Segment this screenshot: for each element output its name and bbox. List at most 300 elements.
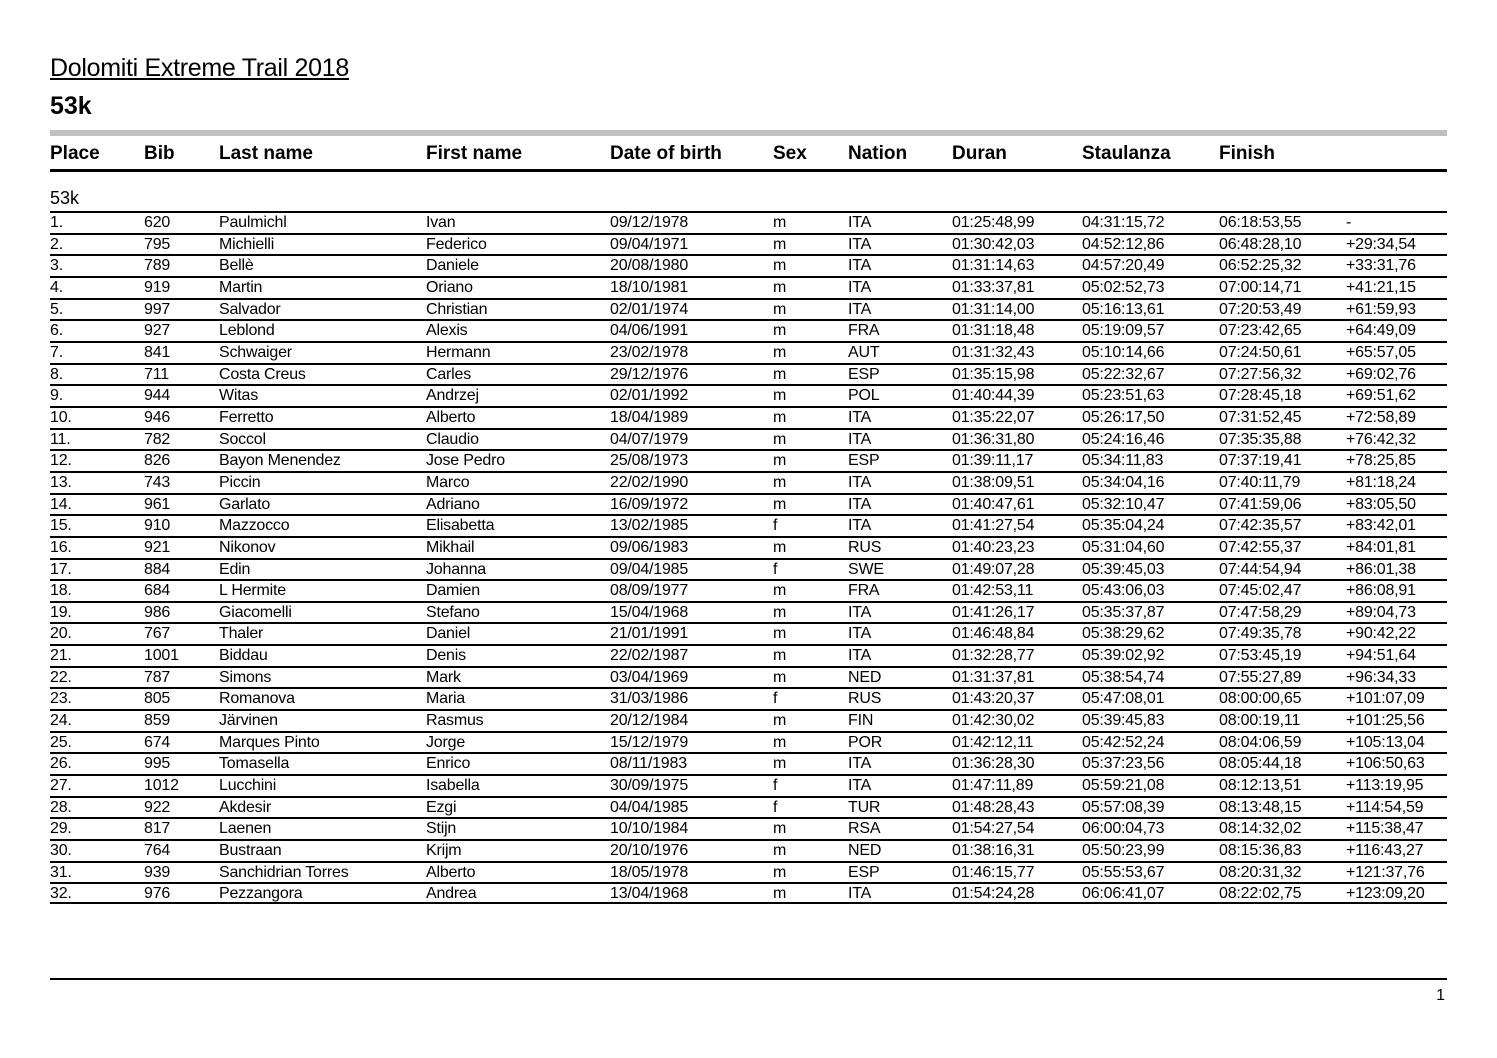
cell-last-name: Bellè [219,257,254,275]
table-row [50,558,1447,580]
cell-gap: +81:18,24 [1346,473,1416,491]
cell-place: 15. [50,517,72,535]
cell-bib: 764 [144,842,171,860]
cell-nation: ITA [848,214,872,231]
cell-last-name: Paulmichl [219,214,287,231]
cell-staulanza-split: 05:39:45,03 [1082,560,1165,578]
cell-finish-time: 07:35:35,88 [1219,430,1302,448]
cell-sex: m [773,820,787,838]
cell-last-name: Laenen [219,820,272,838]
cell-gap: +90:42,22 [1346,625,1416,643]
table-row [50,817,1447,839]
cell-staulanza-split: 05:02:52,73 [1082,278,1165,296]
table-row [50,514,1447,536]
cell-last-name: Edin [219,560,251,578]
cell-first-name: Jorge [426,733,466,751]
cell-gap: +113:19,95 [1346,777,1424,795]
cell-last-name: Giacomelli [219,603,292,621]
cell-bib: 927 [144,322,171,340]
table-row [50,471,1447,493]
cell-bib: 826 [144,452,171,470]
cell-gap: +106:50,63 [1346,755,1425,773]
table-row [50,687,1447,709]
cell-last-name: Marques Pinto [219,733,320,751]
cell-nation: POL [848,387,880,405]
cell-sex: m [773,733,787,751]
cell-gap: +105:13,04 [1346,733,1425,751]
cell-sex: m [773,214,787,231]
cell-gap: +83:42,01 [1346,517,1416,535]
cell-finish-time: 08:15:36,83 [1219,842,1302,860]
cell-place: 21. [50,647,72,665]
cell-place: 26. [50,755,72,773]
cell-duran-split: 01:42:30,02 [952,712,1035,730]
cell-bib: 986 [144,603,171,621]
cell-date-of-birth: 18/05/1978 [610,863,689,881]
cell-finish-time: 07:37:19,41 [1219,452,1302,470]
cell-staulanza-split: 05:37:23,56 [1082,755,1165,773]
cell-date-of-birth: 16/09/1972 [610,495,689,513]
table-row [50,319,1447,341]
cell-sex: f [773,560,778,578]
page-number: 1 [1436,987,1445,1004]
cell-finish-time: 06:52:25,32 [1219,257,1302,275]
cell-nation: ITA [848,408,872,426]
cell-nation: ITA [848,473,872,491]
cell-finish-time: 06:48:28,10 [1219,235,1302,253]
cell-date-of-birth: 20/10/1976 [610,842,689,860]
cell-sex: m [773,712,787,730]
cell-nation: ITA [848,603,872,621]
cell-finish-time: 07:41:59,06 [1219,495,1302,513]
cell-first-name: Damien [426,582,480,600]
cell-gap: +69:51,62 [1346,387,1416,405]
cell-first-name: Elisabetta [426,517,495,535]
cell-first-name: Krijm [426,842,462,860]
cell-finish-time: 08:12:13,51 [1219,777,1302,795]
cell-first-name: Mark [426,668,461,686]
cell-first-name: Daniel [426,625,471,643]
cell-gap: +78:25,85 [1346,452,1416,470]
cell-place: 28. [50,798,72,816]
cell-duran-split: 01:40:23,23 [952,538,1035,556]
cell-sex: f [773,517,778,535]
cell-sex: m [773,495,787,513]
cell-nation: POR [848,733,883,751]
cell-place: 13. [50,473,72,491]
cell-duran-split: 01:41:26,17 [952,603,1035,621]
cell-first-name: Christian [426,300,488,318]
cell-last-name: Lucchini [219,777,277,795]
cell-duran-split: 01:32:28,77 [952,647,1035,665]
cell-nation: FIN [848,712,874,730]
cell-first-name: Carles [426,365,472,383]
cell-first-name: Alberto [426,863,476,881]
cell-finish-time: 07:55:27,89 [1219,668,1302,686]
cell-staulanza-split: 05:39:45,83 [1082,712,1165,730]
cell-date-of-birth: 04/07/1979 [610,430,689,448]
cell-bib: 789 [144,257,171,275]
cell-duran-split: 01:46:15,77 [952,863,1035,881]
cell-gap: +89:04,73 [1346,603,1416,621]
cell-gap: +41:21,15 [1346,278,1416,296]
cell-nation: RUS [848,538,882,556]
cell-first-name: Rasmus [426,712,484,730]
table-row [50,428,1447,450]
cell-last-name: Bayon Menendez [219,452,341,470]
cell-duran-split: 01:42:53,11 [952,582,1034,600]
cell-place: 17. [50,560,72,578]
table-row [50,861,1447,883]
cell-last-name: Piccin [219,473,261,491]
cell-place: 2. [50,235,63,253]
cell-finish-time: 08:14:32,02 [1219,820,1302,838]
cell-duran-split: 01:38:09,51 [952,473,1035,491]
cell-bib: 921 [144,538,171,556]
cell-first-name: Andrzej [426,387,479,405]
cell-bib: 743 [144,473,171,491]
table-row [50,839,1447,861]
cell-date-of-birth: 22/02/1990 [610,473,689,491]
cell-gap: +83:05,50 [1346,495,1416,513]
cell-place: 1. [50,214,63,231]
cell-bib: 922 [144,798,171,816]
cell-first-name: Ivan [426,214,456,231]
column-header-sex: Sex [773,143,807,164]
cell-bib: 859 [144,712,171,730]
cell-staulanza-split: 05:35:04,24 [1082,517,1165,535]
cell-gap: +101:07,09 [1346,690,1425,708]
cell-finish-time: 07:45:02,47 [1219,582,1302,600]
cell-place: 6. [50,322,63,340]
cell-first-name: Maria [426,690,466,708]
cell-place: 20. [50,625,72,643]
cell-nation: ITA [848,257,872,275]
cell-place: 25. [50,733,72,751]
cell-finish-time: 07:44:54,94 [1219,560,1302,578]
cell-bib: 782 [144,430,171,448]
cell-sex: m [773,387,787,405]
cell-last-name: Schwaiger [219,343,292,361]
cell-date-of-birth: 04/06/1991 [610,322,689,340]
cell-first-name: Enrico [426,755,471,773]
table-row [50,536,1447,558]
cell-staulanza-split: 05:16:13,61 [1082,300,1165,318]
cell-staulanza-split: 06:00:04,73 [1082,820,1165,838]
cell-bib: 910 [144,517,171,535]
cell-staulanza-split: 05:47:08,01 [1082,690,1165,708]
cell-finish-time: 08:13:48,15 [1219,798,1302,816]
cell-nation: ITA [848,777,872,795]
cell-last-name: Ferretto [219,408,274,426]
cell-duran-split: 01:31:32,43 [952,343,1035,361]
cell-duran-split: 01:39:11,17 [952,452,1034,470]
cell-nation: AUT [848,343,880,361]
cell-sex: f [773,798,778,816]
cell-first-name: Isabella [426,777,480,795]
cell-place: 9. [50,387,63,405]
table-row [50,882,1447,904]
table-row [50,752,1447,774]
cell-sex: m [773,582,787,600]
cell-gap: +72:58,89 [1346,408,1416,426]
cell-date-of-birth: 21/01/1991 [610,625,689,643]
cell-place: 30. [50,842,72,860]
cell-last-name: Akdesir [219,798,271,816]
cell-last-name: Leblond [219,322,275,340]
cell-place: 12. [50,452,72,470]
cell-place: 14. [50,495,72,513]
cell-gap: - [1346,214,1352,231]
cell-nation: ITA [848,517,872,535]
cell-bib: 939 [144,863,171,881]
cell-last-name: Sanchidrian Torres [219,863,349,881]
cell-last-name: Nikonov [219,538,276,556]
cell-sex: m [773,538,787,556]
cell-first-name: Daniele [426,257,479,275]
cell-gap: +115:38,47 [1346,820,1424,838]
column-header-first-name: First name [426,143,523,164]
column-header-last-name: Last name [219,143,313,164]
cell-date-of-birth: 02/01/1992 [610,387,689,405]
cell-finish-time: 07:53:45,19 [1219,647,1302,665]
table-row [50,731,1447,753]
cell-nation: NED [848,842,882,860]
cell-gap: +101:25,56 [1346,712,1425,730]
cell-staulanza-split: 05:57:08,39 [1082,798,1165,816]
cell-nation: ITA [848,300,872,318]
column-header-finish: Finish [1219,143,1275,164]
cell-place: 32. [50,885,72,903]
column-header-date-of-birth: Date of birth [610,143,722,164]
cell-bib: 620 [144,214,171,231]
cell-duran-split: 01:49:07,28 [952,560,1035,578]
cell-sex: m [773,235,787,253]
cell-duran-split: 01:54:27,54 [952,820,1035,838]
table-row [50,276,1447,298]
cell-place: 23. [50,690,72,708]
cell-gap: +61:59,93 [1346,300,1416,318]
cell-first-name: Jose Pedro [426,452,505,470]
table-row [50,644,1447,666]
cell-nation: FRA [848,582,880,600]
cell-sex: m [773,885,787,903]
cell-sex: m [773,322,787,340]
table-row [50,406,1447,428]
cell-last-name: Michielli [219,235,275,253]
table-row [50,579,1447,601]
table-row [50,622,1447,644]
cell-place: 27. [50,777,72,795]
cell-first-name: Marco [426,473,470,491]
cell-gap: +86:08,91 [1346,582,1416,600]
cell-date-of-birth: 30/09/1975 [610,777,689,795]
cell-finish-time: 07:42:55,37 [1219,538,1302,556]
cell-duran-split: 01:35:22,07 [952,408,1035,426]
cell-staulanza-split: 05:59:21,08 [1082,777,1165,795]
cell-bib: 976 [144,885,171,903]
cell-duran-split: 01:38:16,31 [952,842,1035,860]
cell-last-name: Bustraan [219,842,282,860]
cell-place: 31. [50,863,72,881]
cell-nation: ITA [848,430,872,448]
cell-sex: m [773,452,787,470]
cell-bib: 919 [144,278,171,296]
column-header-place: Place [50,143,100,164]
table-row [50,774,1447,796]
cell-nation: SWE [848,560,884,578]
cell-nation: ITA [848,278,872,296]
table-row [50,449,1447,471]
cell-gap: +64:49,09 [1346,322,1416,340]
cell-staulanza-split: 04:57:20,49 [1082,257,1165,275]
cell-finish-time: 08:04:06,59 [1219,733,1302,751]
cell-date-of-birth: 18/04/1989 [610,408,689,426]
cell-first-name: Stefano [426,603,480,621]
cell-last-name: Witas [219,387,259,405]
cell-finish-time: 07:40:11,79 [1219,473,1301,491]
cell-staulanza-split: 05:43:06,03 [1082,582,1165,600]
cell-sex: m [773,473,787,491]
cell-duran-split: 01:41:27,54 [952,517,1035,535]
cell-bib: 684 [144,582,171,600]
header-separator-bar [50,130,1447,136]
table-row [50,384,1447,406]
cell-nation: ESP [848,863,880,881]
cell-sex: f [773,777,778,795]
cell-date-of-birth: 22/02/1987 [610,647,689,665]
cell-bib: 674 [144,733,171,751]
cell-bib: 805 [144,690,171,708]
cell-first-name: Denis [426,647,466,665]
cell-date-of-birth: 20/08/1980 [610,257,689,275]
cell-finish-time: 08:05:44,18 [1219,755,1302,773]
cell-nation: ITA [848,495,872,513]
cell-date-of-birth: 10/10/1984 [610,820,689,838]
cell-finish-time: 07:24:50,61 [1219,343,1302,361]
cell-nation: ITA [848,885,872,903]
cell-sex: m [773,278,787,296]
cell-sex: m [773,343,787,361]
cell-last-name: Tomasella [219,755,290,773]
cell-finish-time: 07:27:56,32 [1219,365,1302,383]
cell-sex: m [773,300,787,318]
cell-finish-time: 06:18:53,55 [1219,214,1302,231]
table-header [50,141,1447,172]
cell-first-name: Mikhail [426,538,475,556]
cell-staulanza-split: 05:19:09,57 [1082,322,1165,340]
cell-bib: 767 [144,625,171,643]
cell-finish-time: 08:22:02,75 [1219,885,1302,903]
cell-sex: m [773,842,787,860]
cell-gap: +84:01,81 [1346,538,1416,556]
cell-date-of-birth: 13/02/1985 [610,517,689,535]
cell-date-of-birth: 15/04/1968 [610,603,689,621]
cell-duran-split: 01:36:28,30 [952,755,1035,773]
cell-place: 18. [50,582,72,600]
cell-gap: +94:51,64 [1346,647,1416,665]
cell-last-name: L Hermite [219,582,286,600]
cell-date-of-birth: 29/12/1976 [610,365,689,383]
cell-nation: ITA [848,647,872,665]
cell-staulanza-split: 06:06:41,07 [1082,885,1165,903]
cell-staulanza-split: 05:31:04,60 [1082,538,1165,556]
cell-last-name: Romanova [219,690,295,708]
cell-nation: TUR [848,798,881,816]
cell-staulanza-split: 05:35:37,87 [1082,603,1165,621]
cell-gap: +86:01,38 [1346,560,1416,578]
cell-last-name: Salvador [219,300,281,318]
cell-bib: 997 [144,300,171,318]
cell-last-name: Costa Creus [219,365,306,383]
cell-staulanza-split: 05:55:53,67 [1082,863,1165,881]
cell-date-of-birth: 09/04/1985 [610,560,689,578]
cell-first-name: Federico [426,235,487,253]
table-row [50,493,1447,515]
cell-date-of-birth: 03/04/1969 [610,668,689,686]
cell-bib: 795 [144,235,171,253]
cell-nation: ITA [848,235,872,253]
cell-bib: 944 [144,387,171,405]
cell-duran-split: 01:31:14,63 [952,257,1035,275]
cell-first-name: Claudio [426,430,479,448]
cell-date-of-birth: 09/04/1971 [610,235,689,253]
cell-date-of-birth: 25/08/1973 [610,452,689,470]
cell-staulanza-split: 04:31:15,72 [1082,214,1165,231]
cell-date-of-birth: 20/12/1984 [610,712,689,730]
cell-sex: m [773,863,787,881]
cell-sex: m [773,430,787,448]
cell-bib: 841 [144,343,171,361]
cell-duran-split: 01:54:24,28 [952,885,1035,903]
cell-nation: RUS [848,690,882,708]
cell-nation: ITA [848,625,872,643]
cell-finish-time: 08:00:19,11 [1219,712,1301,730]
cell-last-name: Garlato [219,495,271,513]
group-label: 53k [50,188,80,208]
cell-duran-split: 01:33:37,81 [952,278,1035,296]
cell-date-of-birth: 15/12/1979 [610,733,689,751]
cell-last-name: Thaler [219,625,264,643]
cell-place: 19. [50,603,72,621]
race-distance-heading: 53k [50,92,92,120]
cell-last-name: Järvinen [219,712,278,730]
cell-first-name: Ezgi [426,798,457,816]
cell-first-name: Andrea [426,885,477,903]
cell-place: 5. [50,300,63,318]
cell-bib: 946 [144,408,171,426]
cell-date-of-birth: 02/01/1974 [610,300,689,318]
cell-first-name: Alexis [426,322,468,340]
cell-gap: +65:57,05 [1346,343,1416,361]
cell-staulanza-split: 05:22:32,67 [1082,365,1165,383]
cell-bib: 711 [144,365,169,383]
cell-place: 4. [50,278,63,296]
cell-staulanza-split: 05:39:02,92 [1082,647,1165,665]
bottom-rule [50,978,1447,980]
cell-last-name: Pezzangora [219,885,303,903]
table-row [50,363,1447,385]
cell-sex: m [773,625,787,643]
cell-place: 8. [50,365,63,383]
cell-duran-split: 01:31:37,81 [952,668,1035,686]
cell-sex: m [773,408,787,426]
column-header-duran: Duran [952,143,1007,164]
cell-place: 10. [50,408,72,426]
results-table [50,211,1447,904]
cell-bib: 884 [144,560,171,578]
cell-gap: +69:02,76 [1346,365,1416,383]
